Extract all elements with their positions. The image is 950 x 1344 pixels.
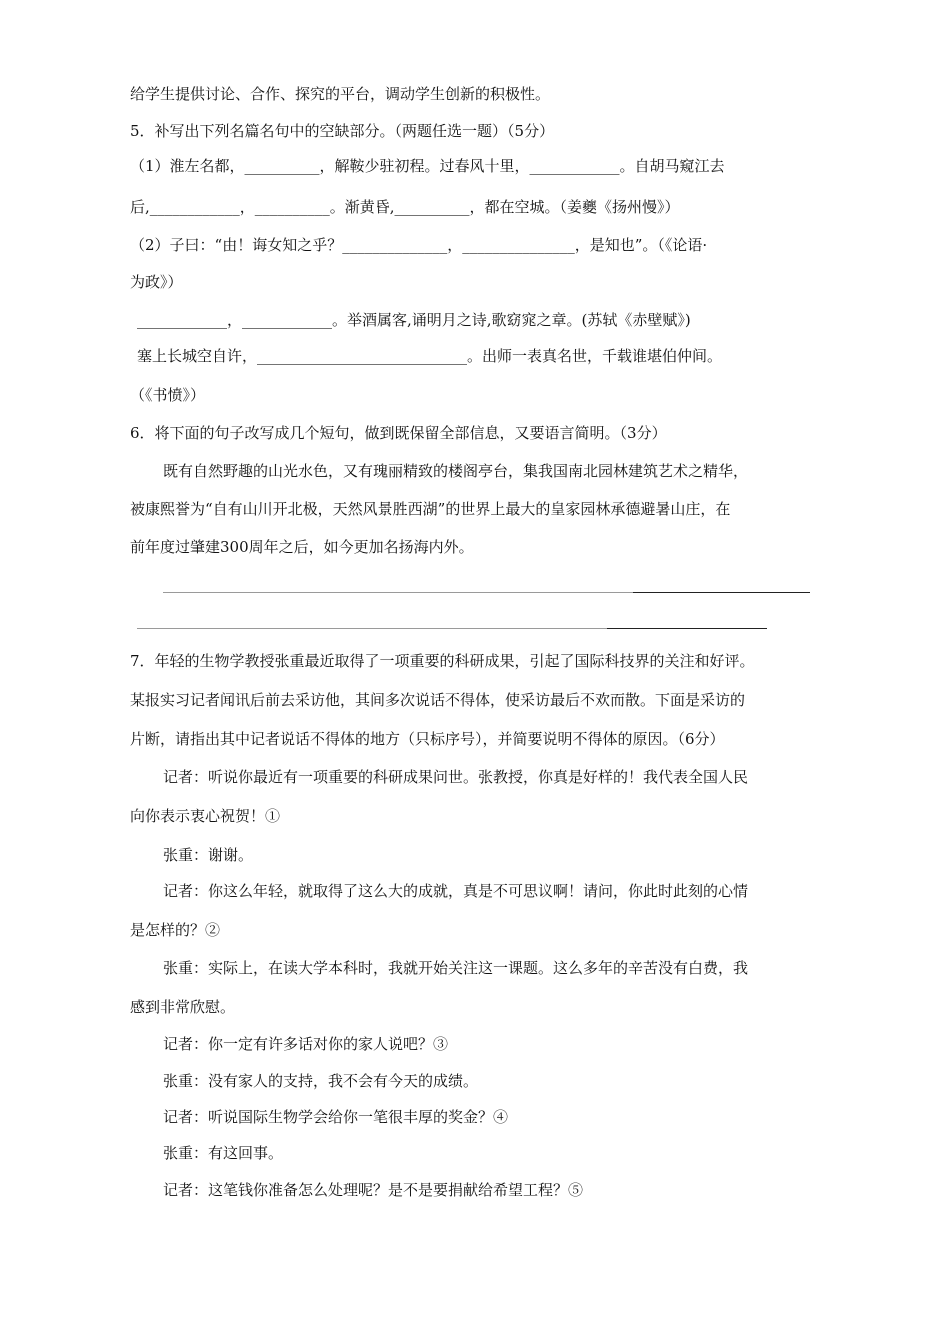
question-6-title: 6．将下面的句子改写成几个短句，做到既保留全部信息，又要语言简明。（3分） <box>130 424 667 442</box>
dialogue-line: 记者：听说你最近有一项重要的科研成果问世。张教授，你真是好样的！我代表全国人民 <box>163 768 749 786</box>
question-5-part-2-cont: 为政》） <box>130 273 183 291</box>
dialogue-line: 记者：这笔钱你准备怎么处理呢？是不是要捐献给希望工程？⑤ <box>163 1181 584 1199</box>
question-5-title: 5．补写出下列名篇名句中的空缺部分。（两题任选一题）（5分） <box>130 122 555 140</box>
question-5-source-shufen: （《书愤》） <box>130 386 206 404</box>
dialogue-line: 向你表示衷心祝贺！① <box>130 807 281 825</box>
dialogue-line: 张重：谢谢。 <box>163 846 254 864</box>
answer-line <box>607 628 767 629</box>
question-5-line-shufen: 塞上长城空自许，____________________________。出师一表真名世，千载谁堪伯仲间。 <box>137 347 723 365</box>
dialogue-line: 张重：实际上，在读大学本科时，我就开始关注这一课题。这么多年的辛苦没有白费，我 <box>163 959 749 977</box>
question-5-line-chibi: ____________，____________。举酒属客,诵明月之诗,歌窈窕之章。(苏轼《赤壁赋》) <box>137 311 691 329</box>
answer-line <box>163 592 633 593</box>
question-6-passage: 前年度过肇建300周年之后，如今更加名扬海内外。 <box>130 538 474 556</box>
question-5-part-2: （2）子曰：“由！诲女知之乎？______________，_______________，是知也”。（《论语· <box>130 236 708 254</box>
answer-line <box>633 592 810 593</box>
text-line: 给学生提供讨论、合作、探究的平台，调动学生创新的积极性。 <box>130 85 551 103</box>
answer-line <box>137 628 607 629</box>
dialogue-line: 记者：你一定有许多话对你的家人说吧？③ <box>163 1035 449 1053</box>
dialogue-line: 张重：有这回事。 <box>163 1144 284 1162</box>
question-7-text: 片断，请指出其中记者说话不得体的地方（只标序号），并简要说明不得体的原因。（6分） <box>130 730 725 748</box>
question-6-passage: 既有自然野趣的山光水色，又有瑰丽精致的楼阁亭台，集我国南北园林建筑艺术之精华， <box>163 462 749 480</box>
question-7-text: 某报实习记者闻讯后前去采访他，其间多次说话不得体，使采访最后不欢而散。下面是采访的 <box>130 691 746 709</box>
dialogue-line: 是怎样的？② <box>130 921 221 939</box>
question-7-title: 7．年轻的生物学教授张重最近取得了一项重要的科研成果，引起了国际科技界的关注和好评。 <box>130 652 755 670</box>
dialogue-line: 记者：你这么年轻，就取得了这么大的成就，真是不可思议啊！请问，你此时此刻的心情 <box>163 882 749 900</box>
dialogue-line: 记者：听说国际生物学会给你一笔很丰厚的奖金？④ <box>163 1108 509 1126</box>
question-5-part-1-cont: 后,____________，__________。渐黄昏,__________，都在空城。（姜夔《扬州慢》） <box>130 198 680 216</box>
dialogue-line: 张重：没有家人的支持，我不会有今天的成绩。 <box>163 1072 479 1090</box>
dialogue-line: 感到非常欣慰。 <box>130 998 236 1016</box>
question-6-passage: 被康熙誉为“自有山川开北极，天然风景胜西湖”的世界上最大的皇家园林承德避暑山庄，在 <box>130 500 731 518</box>
question-5-part-1: （1）淮左名都，__________，解鞍少驻初程。过春风十里，____________。自胡马窥江去 <box>130 157 725 175</box>
